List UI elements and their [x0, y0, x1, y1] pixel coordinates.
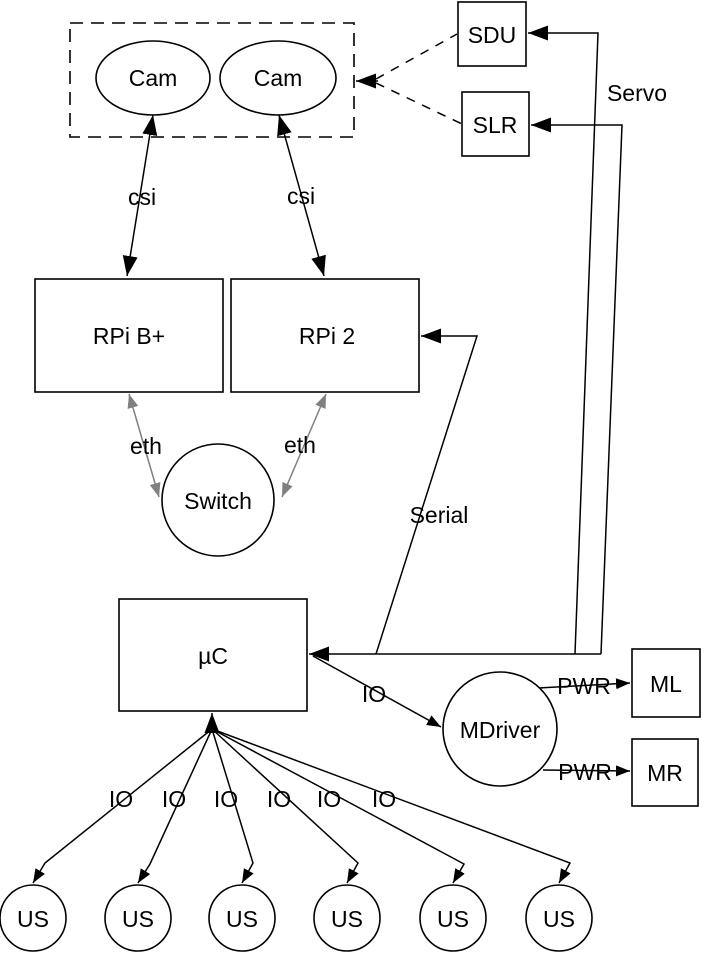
us-2-label: US	[122, 906, 154, 932]
eth-label-right: eth	[284, 432, 316, 458]
rpi-2-label: RPi 2	[298, 323, 356, 349]
rpi-b-plus-label: RPi B+	[92, 323, 166, 349]
switch-label: Switch	[184, 488, 252, 514]
eth-label-left: eth	[130, 433, 162, 459]
mr-label: MR	[647, 760, 683, 786]
us-4-label: US	[331, 906, 363, 932]
slr-label: SLR	[472, 112, 518, 138]
cam-1-label: Cam	[128, 65, 178, 91]
io-label-mdriver: IO	[361, 681, 387, 707]
fork-dashed-line-sdu	[376, 34, 457, 79]
csi-label-right: csi	[286, 183, 316, 209]
us-1-label: US	[17, 906, 49, 932]
ml-label: ML	[650, 671, 682, 697]
csi-label-left: csi	[127, 184, 157, 210]
pwr-label-mr: PWR	[558, 759, 612, 785]
cam-2-label: Cam	[253, 65, 303, 91]
io-label-us-2: IO	[161, 786, 187, 812]
fork-dashed-line-slr	[376, 83, 462, 124]
io-label-us-1: IO	[108, 786, 134, 812]
sdu-label: SDU	[467, 22, 517, 48]
us-6-label: US	[543, 906, 575, 932]
us-5-label: US	[437, 906, 469, 932]
servo-line-sdu	[528, 33, 598, 654]
mdriver-label: MDriver	[459, 717, 541, 743]
us-3-label: US	[226, 906, 258, 932]
pwr-label-ml: PWR	[557, 673, 611, 699]
uc-label: µC	[198, 643, 228, 669]
servo-label: Servo	[606, 80, 668, 106]
io-label-us-5: IO	[316, 786, 342, 812]
io-label-us-4: IO	[266, 786, 292, 812]
servo-line-slr	[531, 125, 622, 654]
io-label-us-6: IO	[371, 786, 397, 812]
io-label-us-3: IO	[213, 786, 239, 812]
serial-label: Serial	[409, 502, 469, 528]
